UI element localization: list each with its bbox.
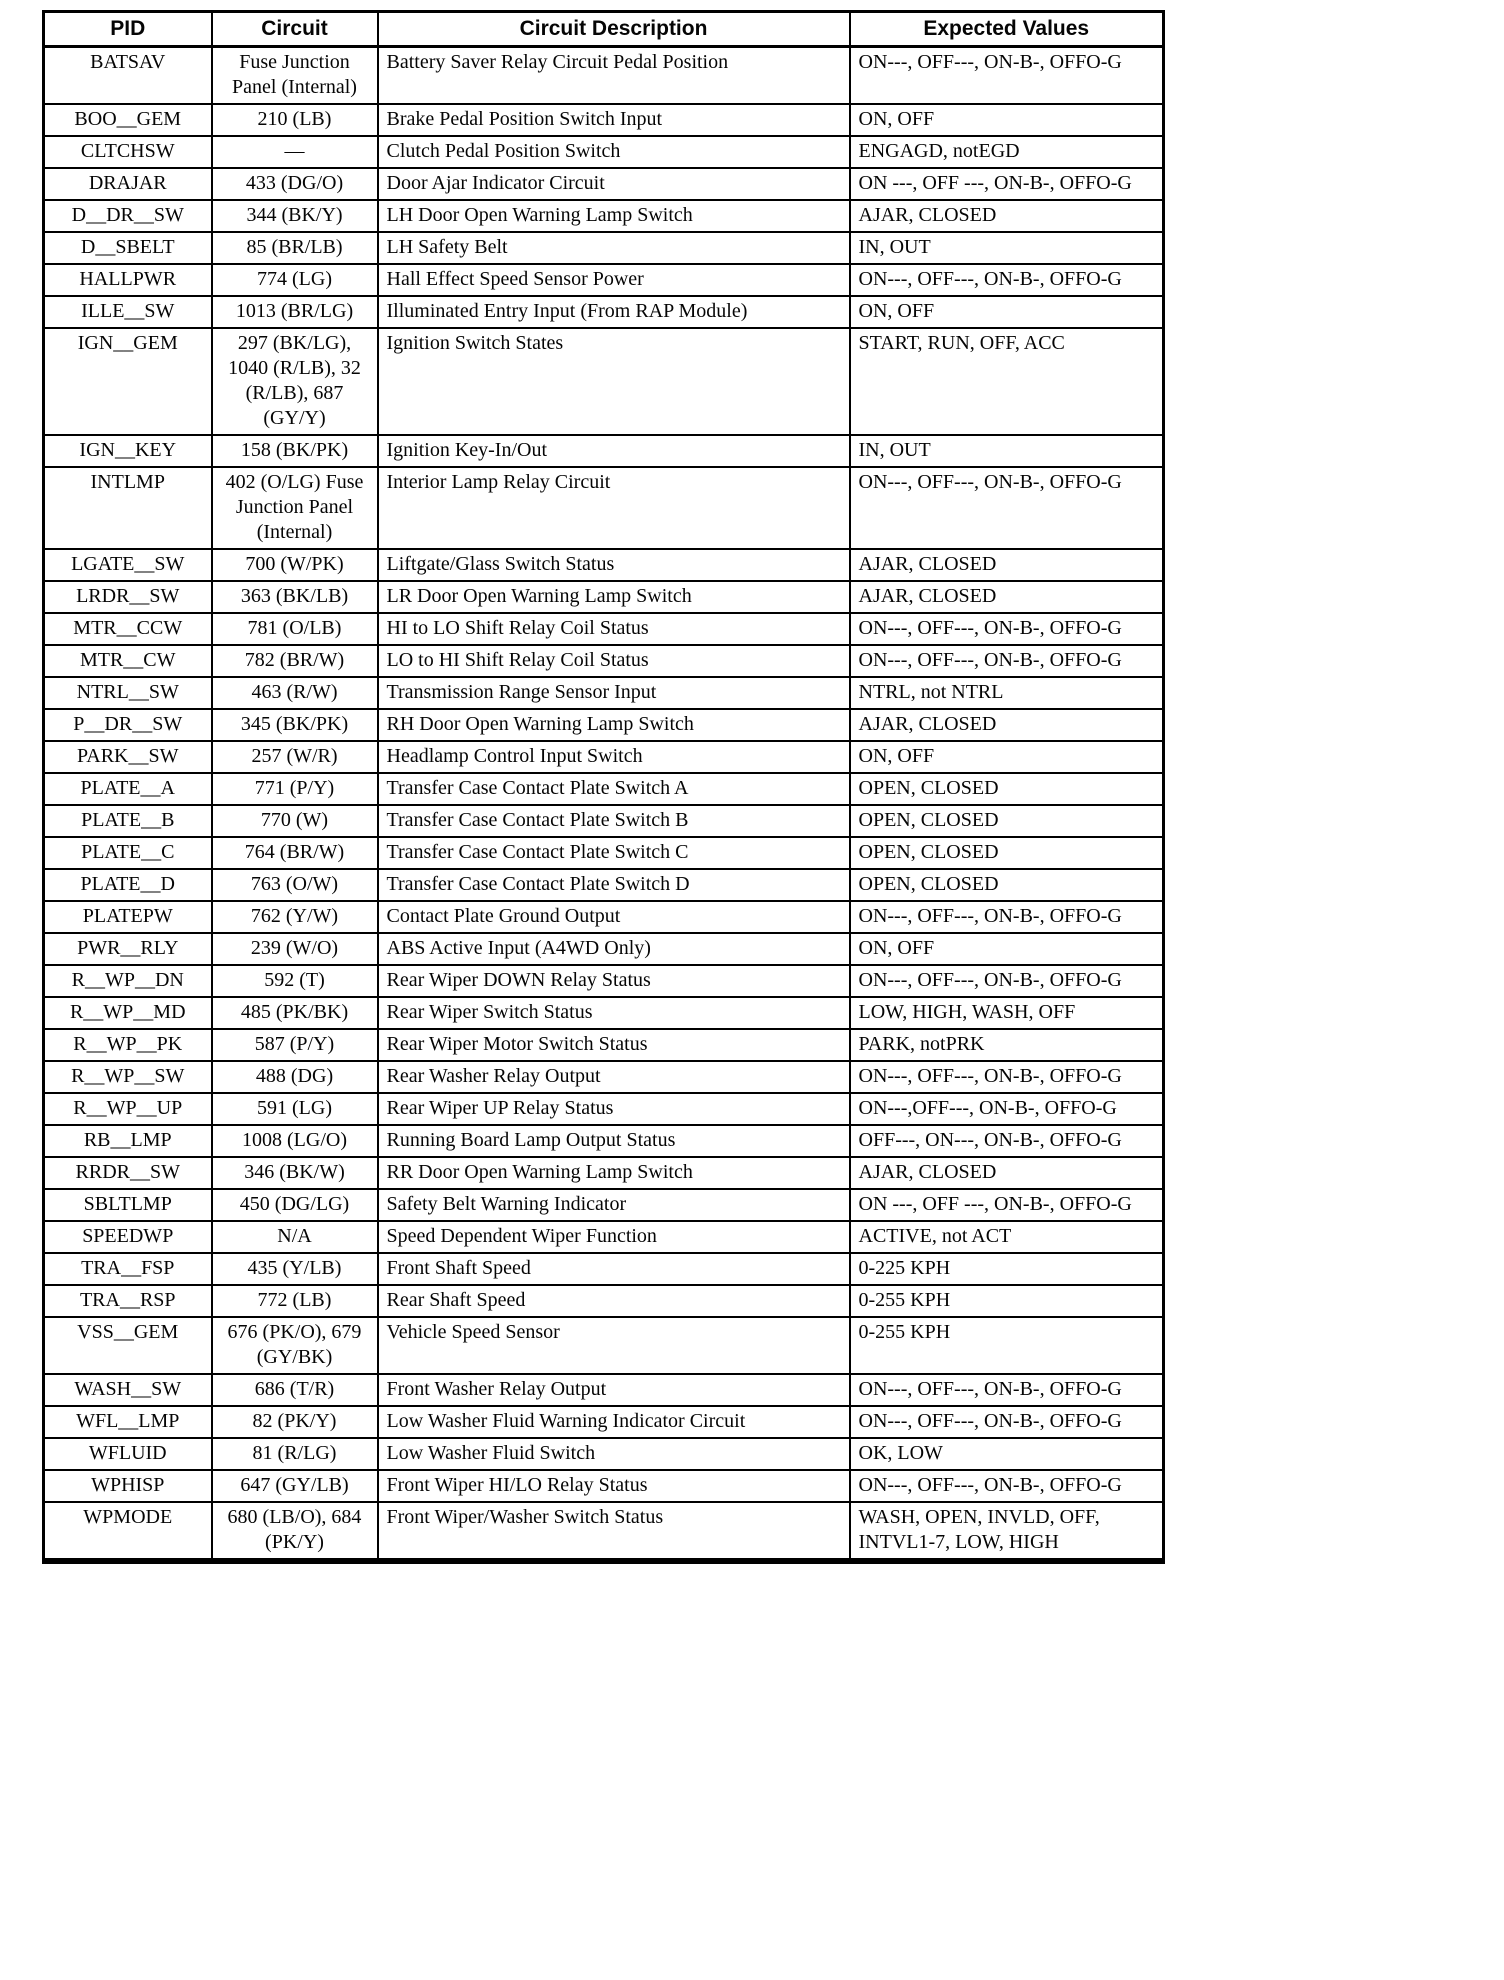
description-cell: Ignition Key-In/Out xyxy=(378,435,850,467)
pid-cell: WASH__SW xyxy=(44,1374,212,1406)
description-cell: Illuminated Entry Input (From RAP Module) xyxy=(378,296,850,328)
table-row xyxy=(44,467,1164,549)
description-cell: Hall Effect Speed Sensor Power xyxy=(378,264,850,296)
circuit-cell: 591 (LG) xyxy=(212,1093,378,1125)
expected-cell: OPEN, CLOSED xyxy=(850,773,1164,805)
description-cell: Transfer Case Contact Plate Switch A xyxy=(378,773,850,805)
table-row xyxy=(44,997,1164,1029)
pid-cell: MTR__CW xyxy=(44,645,212,677)
expected-cell: OPEN, CLOSED xyxy=(850,805,1164,837)
expected-cell: ON---, OFF---, ON-B-, OFFO-G xyxy=(850,613,1164,645)
circuit-cell: 772 (LB) xyxy=(212,1285,378,1317)
table-row xyxy=(44,232,1164,264)
circuit-cell: 1013 (BR/LG) xyxy=(212,296,378,328)
expected-cell: ON, OFF xyxy=(850,104,1164,136)
pid-cell: BOO__GEM xyxy=(44,104,212,136)
expected-cell: ON---, OFF---, ON-B-, OFFO-G xyxy=(850,1406,1164,1438)
pid-cell: PLATEPW xyxy=(44,901,212,933)
table-header-row xyxy=(44,12,1164,47)
description-cell: Transmission Range Sensor Input xyxy=(378,677,850,709)
pid-cell: WFLUID xyxy=(44,1438,212,1470)
description-cell: LR Door Open Warning Lamp Switch xyxy=(378,581,850,613)
pid-cell: D__SBELT xyxy=(44,232,212,264)
expected-cell: ON---, OFF---, ON-B-, OFFO-G xyxy=(850,901,1164,933)
header-expected: Expected Values xyxy=(850,12,1164,47)
table-row xyxy=(44,741,1164,773)
table-row xyxy=(44,264,1164,296)
circuit-cell: 345 (BK/PK) xyxy=(212,709,378,741)
table-row xyxy=(44,104,1164,136)
description-cell: Speed Dependent Wiper Function xyxy=(378,1221,850,1253)
pid-cell: INTLMP xyxy=(44,467,212,549)
table-row xyxy=(44,168,1164,200)
circuit-cell: 770 (W) xyxy=(212,805,378,837)
description-cell: Front Shaft Speed xyxy=(378,1253,850,1285)
description-cell: Rear Wiper Motor Switch Status xyxy=(378,1029,850,1061)
circuit-cell: 686 (T/R) xyxy=(212,1374,378,1406)
circuit-cell: Fuse Junction Panel (Internal) xyxy=(212,47,378,105)
expected-cell: AJAR, CLOSED xyxy=(850,709,1164,741)
expected-cell: ON---, OFF---, ON-B-, OFFO-G xyxy=(850,645,1164,677)
pid-cell: TRA__RSP xyxy=(44,1285,212,1317)
circuit-cell: 158 (BK/PK) xyxy=(212,435,378,467)
circuit-cell: 81 (R/LG) xyxy=(212,1438,378,1470)
circuit-cell: 782 (BR/W) xyxy=(212,645,378,677)
pid-cell: VSS__GEM xyxy=(44,1317,212,1374)
circuit-cell: 1008 (LG/O) xyxy=(212,1125,378,1157)
pid-cell: R__WP__SW xyxy=(44,1061,212,1093)
pid-cell: D__DR__SW xyxy=(44,200,212,232)
pid-cell: R__WP__DN xyxy=(44,965,212,997)
table-row xyxy=(44,581,1164,613)
table-row xyxy=(44,435,1164,467)
pid-cell: IGN__KEY xyxy=(44,435,212,467)
header-pid: PID xyxy=(44,12,212,47)
circuit-cell: 488 (DG) xyxy=(212,1061,378,1093)
table-row xyxy=(44,328,1164,435)
expected-cell: ON---, OFF---, ON-B-, OFFO-G xyxy=(850,1470,1164,1502)
expected-cell: AJAR, CLOSED xyxy=(850,549,1164,581)
description-cell: ABS Active Input (A4WD Only) xyxy=(378,933,850,965)
description-cell: Transfer Case Contact Plate Switch C xyxy=(378,837,850,869)
pid-table xyxy=(42,10,1165,1564)
circuit-cell: 82 (PK/Y) xyxy=(212,1406,378,1438)
table-row xyxy=(44,1061,1164,1093)
pid-cell: R__WP__MD xyxy=(44,997,212,1029)
expected-cell: ON---,OFF---, ON-B-, OFFO-G xyxy=(850,1093,1164,1125)
description-cell: Headlamp Control Input Switch xyxy=(378,741,850,773)
description-cell: Transfer Case Contact Plate Switch D xyxy=(378,869,850,901)
circuit-cell: 647 (GY/LB) xyxy=(212,1470,378,1502)
expected-cell: NTRL, not NTRL xyxy=(850,677,1164,709)
table-row xyxy=(44,645,1164,677)
pid-cell: WPHISP xyxy=(44,1470,212,1502)
table-body xyxy=(44,47,1164,1562)
expected-cell: PARK, notPRK xyxy=(850,1029,1164,1061)
table-row xyxy=(44,1093,1164,1125)
description-cell: Low Washer Fluid Warning Indicator Circuit xyxy=(378,1406,850,1438)
description-cell: LH Door Open Warning Lamp Switch xyxy=(378,200,850,232)
expected-cell: IN, OUT xyxy=(850,232,1164,264)
circuit-cell: 771 (P/Y) xyxy=(212,773,378,805)
expected-cell: ON, OFF xyxy=(850,933,1164,965)
circuit-cell: 433 (DG/O) xyxy=(212,168,378,200)
expected-cell: 0-225 KPH xyxy=(850,1253,1164,1285)
circuit-cell: 85 (BR/LB) xyxy=(212,232,378,264)
description-cell: Liftgate/Glass Switch Status xyxy=(378,549,850,581)
pid-cell: LGATE__SW xyxy=(44,549,212,581)
circuit-cell: 762 (Y/W) xyxy=(212,901,378,933)
circuit-cell: 764 (BR/W) xyxy=(212,837,378,869)
expected-cell: ENGAGD, notEGD xyxy=(850,136,1164,168)
expected-cell: AJAR, CLOSED xyxy=(850,1157,1164,1189)
pid-cell: LRDR__SW xyxy=(44,581,212,613)
pid-cell: NTRL__SW xyxy=(44,677,212,709)
pid-cell: R__WP__UP xyxy=(44,1093,212,1125)
pid-cell: RB__LMP xyxy=(44,1125,212,1157)
circuit-cell: 485 (PK/BK) xyxy=(212,997,378,1029)
pid-cell: WPMODE xyxy=(44,1502,212,1561)
expected-cell: AJAR, CLOSED xyxy=(850,200,1164,232)
description-cell: HI to LO Shift Relay Coil Status xyxy=(378,613,850,645)
pid-cell: PARK__SW xyxy=(44,741,212,773)
description-cell: Vehicle Speed Sensor xyxy=(378,1317,850,1374)
description-cell: Front Washer Relay Output xyxy=(378,1374,850,1406)
table-row xyxy=(44,136,1164,168)
description-cell: Rear Wiper DOWN Relay Status xyxy=(378,965,850,997)
description-cell: Battery Saver Relay Circuit Pedal Position xyxy=(378,47,850,105)
table-row xyxy=(44,709,1164,741)
expected-cell: 0-255 KPH xyxy=(850,1285,1164,1317)
description-cell: Clutch Pedal Position Switch xyxy=(378,136,850,168)
description-cell: Rear Shaft Speed xyxy=(378,1285,850,1317)
circuit-cell: 463 (R/W) xyxy=(212,677,378,709)
circuit-cell: 587 (P/Y) xyxy=(212,1029,378,1061)
circuit-cell: N/A xyxy=(212,1221,378,1253)
pid-cell: PLATE__A xyxy=(44,773,212,805)
circuit-cell: 257 (W/R) xyxy=(212,741,378,773)
expected-cell: WASH, OPEN, INVLD, OFF, INTVL1-7, LOW, HIGH xyxy=(850,1502,1164,1561)
table-row xyxy=(44,1470,1164,1502)
table-row xyxy=(44,1029,1164,1061)
description-cell: Rear Washer Relay Output xyxy=(378,1061,850,1093)
pid-cell: DRAJAR xyxy=(44,168,212,200)
description-cell: Brake Pedal Position Switch Input xyxy=(378,104,850,136)
table-row xyxy=(44,200,1164,232)
expected-cell: ON, OFF xyxy=(850,296,1164,328)
pid-cell: R__WP__PK xyxy=(44,1029,212,1061)
expected-cell: AJAR, CLOSED xyxy=(850,581,1164,613)
table-row xyxy=(44,613,1164,645)
table-row xyxy=(44,549,1164,581)
pid-cell: ILLE__SW xyxy=(44,296,212,328)
circuit-cell: 450 (DG/LG) xyxy=(212,1189,378,1221)
description-cell: LH Safety Belt xyxy=(378,232,850,264)
description-cell: LO to HI Shift Relay Coil Status xyxy=(378,645,850,677)
expected-cell: ON ---, OFF ---, ON-B-, OFFO-G xyxy=(850,168,1164,200)
table-row xyxy=(44,1125,1164,1157)
description-cell: RH Door Open Warning Lamp Switch xyxy=(378,709,850,741)
table-row xyxy=(44,1406,1164,1438)
table-row xyxy=(44,901,1164,933)
description-cell: Rear Wiper UP Relay Status xyxy=(378,1093,850,1125)
description-cell: Ignition Switch States xyxy=(378,328,850,435)
expected-cell: ACTIVE, not ACT xyxy=(850,1221,1164,1253)
description-cell: Contact Plate Ground Output xyxy=(378,901,850,933)
description-cell: Front Wiper HI/LO Relay Status xyxy=(378,1470,850,1502)
expected-cell: ON ---, OFF ---, ON-B-, OFFO-G xyxy=(850,1189,1164,1221)
expected-cell: IN, OUT xyxy=(850,435,1164,467)
table-row xyxy=(44,965,1164,997)
circuit-cell: 763 (O/W) xyxy=(212,869,378,901)
description-cell: Rear Wiper Switch Status xyxy=(378,997,850,1029)
table-row xyxy=(44,933,1164,965)
expected-cell: ON---, OFF---, ON-B-, OFFO-G xyxy=(850,1061,1164,1093)
expected-cell: LOW, HIGH, WASH, OFF xyxy=(850,997,1164,1029)
pid-cell: HALLPWR xyxy=(44,264,212,296)
table-head xyxy=(44,12,1164,47)
description-cell: Running Board Lamp Output Status xyxy=(378,1125,850,1157)
circuit-cell: 781 (O/LB) xyxy=(212,613,378,645)
circuit-cell: 700 (W/PK) xyxy=(212,549,378,581)
circuit-cell: 210 (LB) xyxy=(212,104,378,136)
circuit-cell: 239 (W/O) xyxy=(212,933,378,965)
expected-cell: OK, LOW xyxy=(850,1438,1164,1470)
circuit-cell: 346 (BK/W) xyxy=(212,1157,378,1189)
header-description: Circuit Description xyxy=(378,12,850,47)
circuit-cell: 592 (T) xyxy=(212,965,378,997)
expected-cell: OPEN, CLOSED xyxy=(850,837,1164,869)
table-row xyxy=(44,837,1164,869)
description-cell: Interior Lamp Relay Circuit xyxy=(378,467,850,549)
pid-cell: CLTCHSW xyxy=(44,136,212,168)
table-row xyxy=(44,1438,1164,1470)
circuit-cell: — xyxy=(212,136,378,168)
table-row xyxy=(44,1374,1164,1406)
expected-cell: ON---, OFF---, ON-B-, OFFO-G xyxy=(850,264,1164,296)
circuit-cell: 402 (O/LG) Fuse Junction Panel (Internal) xyxy=(212,467,378,549)
expected-cell: OFF---, ON---, ON-B-, OFFO-G xyxy=(850,1125,1164,1157)
table-row xyxy=(44,1285,1164,1317)
table-row xyxy=(44,1157,1164,1189)
table-row xyxy=(44,1189,1164,1221)
expected-cell: 0-255 KPH xyxy=(850,1317,1164,1374)
table-row xyxy=(44,1221,1164,1253)
description-cell: Door Ajar Indicator Circuit xyxy=(378,168,850,200)
expected-cell: ON---, OFF---, ON-B-, OFFO-G xyxy=(850,467,1164,549)
table-row xyxy=(44,1253,1164,1285)
expected-cell: ON---, OFF---, ON-B-, OFFO-G xyxy=(850,47,1164,105)
pid-cell: PWR__RLY xyxy=(44,933,212,965)
pid-cell: MTR__CCW xyxy=(44,613,212,645)
pid-cell: WFL__LMP xyxy=(44,1406,212,1438)
description-cell: Front Wiper/Washer Switch Status xyxy=(378,1502,850,1561)
table-row xyxy=(44,1317,1164,1374)
circuit-cell: 297 (BK/LG), 1040 (R/LB), 32 (R/LB), 687 (GY/Y) xyxy=(212,328,378,435)
table-row xyxy=(44,869,1164,901)
expected-cell: START, RUN, OFF, ACC xyxy=(850,328,1164,435)
circuit-cell: 774 (LG) xyxy=(212,264,378,296)
pid-cell: SBLTLMP xyxy=(44,1189,212,1221)
pid-cell: TRA__FSP xyxy=(44,1253,212,1285)
expected-cell: ON, OFF xyxy=(850,741,1164,773)
table-row xyxy=(44,773,1164,805)
circuit-cell: 680 (LB/O), 684 (PK/Y) xyxy=(212,1502,378,1561)
pid-cell: IGN__GEM xyxy=(44,328,212,435)
expected-cell: ON---, OFF---, ON-B-, OFFO-G xyxy=(850,1374,1164,1406)
table-row xyxy=(44,296,1164,328)
circuit-cell: 344 (BK/Y) xyxy=(212,200,378,232)
pid-cell: PLATE__D xyxy=(44,869,212,901)
expected-cell: OPEN, CLOSED xyxy=(850,869,1164,901)
pid-cell: PLATE__B xyxy=(44,805,212,837)
pid-cell: SPEEDWP xyxy=(44,1221,212,1253)
table-row xyxy=(44,677,1164,709)
table-row xyxy=(44,1502,1164,1561)
description-cell: Low Washer Fluid Switch xyxy=(378,1438,850,1470)
header-circuit: Circuit xyxy=(212,12,378,47)
pid-cell: P__DR__SW xyxy=(44,709,212,741)
pid-cell: RRDR__SW xyxy=(44,1157,212,1189)
pid-cell: PLATE__C xyxy=(44,837,212,869)
circuit-cell: 363 (BK/LB) xyxy=(212,581,378,613)
circuit-cell: 676 (PK/O), 679 (GY/BK) xyxy=(212,1317,378,1374)
pid-cell: BATSAV xyxy=(44,47,212,105)
description-cell: Safety Belt Warning Indicator xyxy=(378,1189,850,1221)
circuit-cell: 435 (Y/LB) xyxy=(212,1253,378,1285)
expected-cell: ON---, OFF---, ON-B-, OFFO-G xyxy=(850,965,1164,997)
table-row xyxy=(44,805,1164,837)
description-cell: RR Door Open Warning Lamp Switch xyxy=(378,1157,850,1189)
table-row xyxy=(44,47,1164,105)
description-cell: Transfer Case Contact Plate Switch B xyxy=(378,805,850,837)
